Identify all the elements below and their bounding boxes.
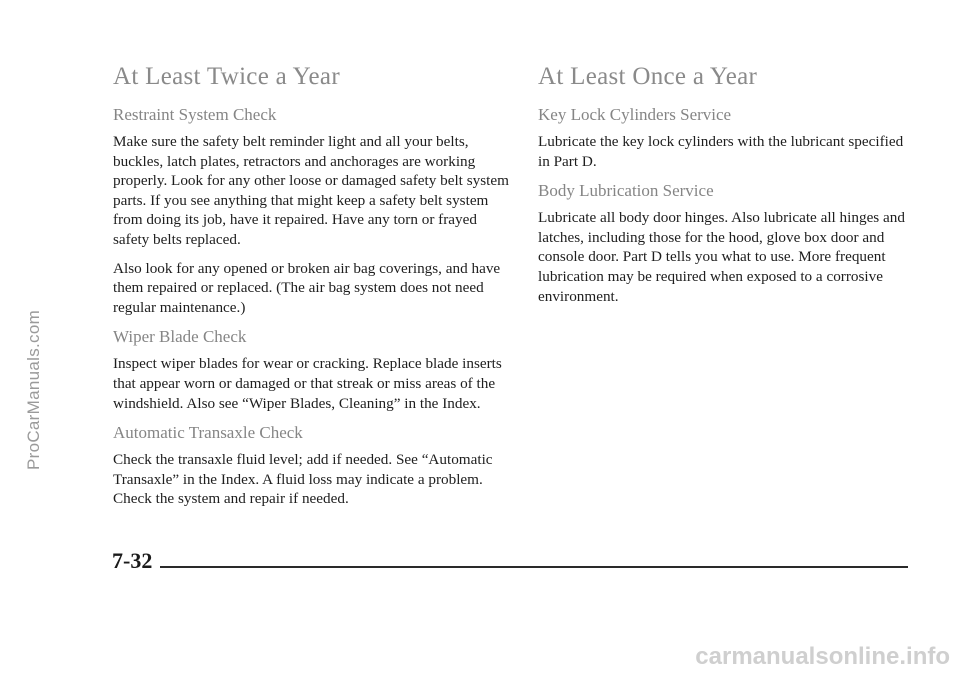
section-title: Restraint System Check (113, 105, 277, 124)
automatic-transaxle-section (113, 422, 513, 509)
page-footer (112, 548, 912, 578)
right-column-heading: At Least Once a Year (538, 63, 758, 90)
left-column (113, 62, 513, 518)
paragraph: Check the transaxle fluid level; add if needed. See “Automatic Transaxle” in the Index. A fluid loss may indicate a problem. Check the system and repair if needed. (113, 451, 493, 508)
section-title: Body Lubrication Service (538, 181, 714, 201)
right-column (538, 62, 918, 315)
footer-rule (160, 566, 908, 568)
section-title: Key Lock Cylinders Service (538, 105, 732, 124)
bottom-watermark: carmanualsonline.info (695, 643, 950, 670)
body-lubrication-section (538, 180, 918, 306)
section-title: Wiper Blade Check (113, 327, 247, 347)
restraint-system-section (113, 104, 513, 317)
page-number: 7-32 (112, 548, 153, 573)
paragraph: Make sure the safety belt reminder light and all your belts, buckles, latch plates, retractors and anchorages are working properly. Look for any other loose or damaged safety belt system parts. If you see anything that might keep a safety belt system from doing its job, have it repaired. Have any torn or frayed safety belts replaced. (113, 133, 509, 248)
section-title: Automatic Transaxle Check (113, 423, 303, 443)
paragraph: Lubricate the key lock cylinders with the lubricant specified in Part D. (538, 133, 904, 170)
side-watermark: ProCarManuals.com (24, 309, 43, 470)
wiper-blade-section (113, 326, 513, 413)
paragraph: Also look for any opened or broken air bag coverings, and have them repaired or replaced. (The air bag system does not need regular maintenance.) (113, 259, 501, 316)
left-column-heading: At Least Twice a Year (113, 63, 340, 90)
paragraph: Lubricate all body door hinges. Also lubricate all hinges and latches, including those for the hood, glove box door and console door. Part D tells you what to use. More frequent lubrication may be required when exposed to a corrosive environment. (538, 209, 905, 305)
paragraph: Inspect wiper blades for wear or cracking. Replace blade inserts that appear worn or damaged or that streak or miss areas of the windshield. Also see “Wiper Blades, Cleaning” in the Index. (113, 355, 502, 412)
key-lock-section (538, 104, 918, 171)
